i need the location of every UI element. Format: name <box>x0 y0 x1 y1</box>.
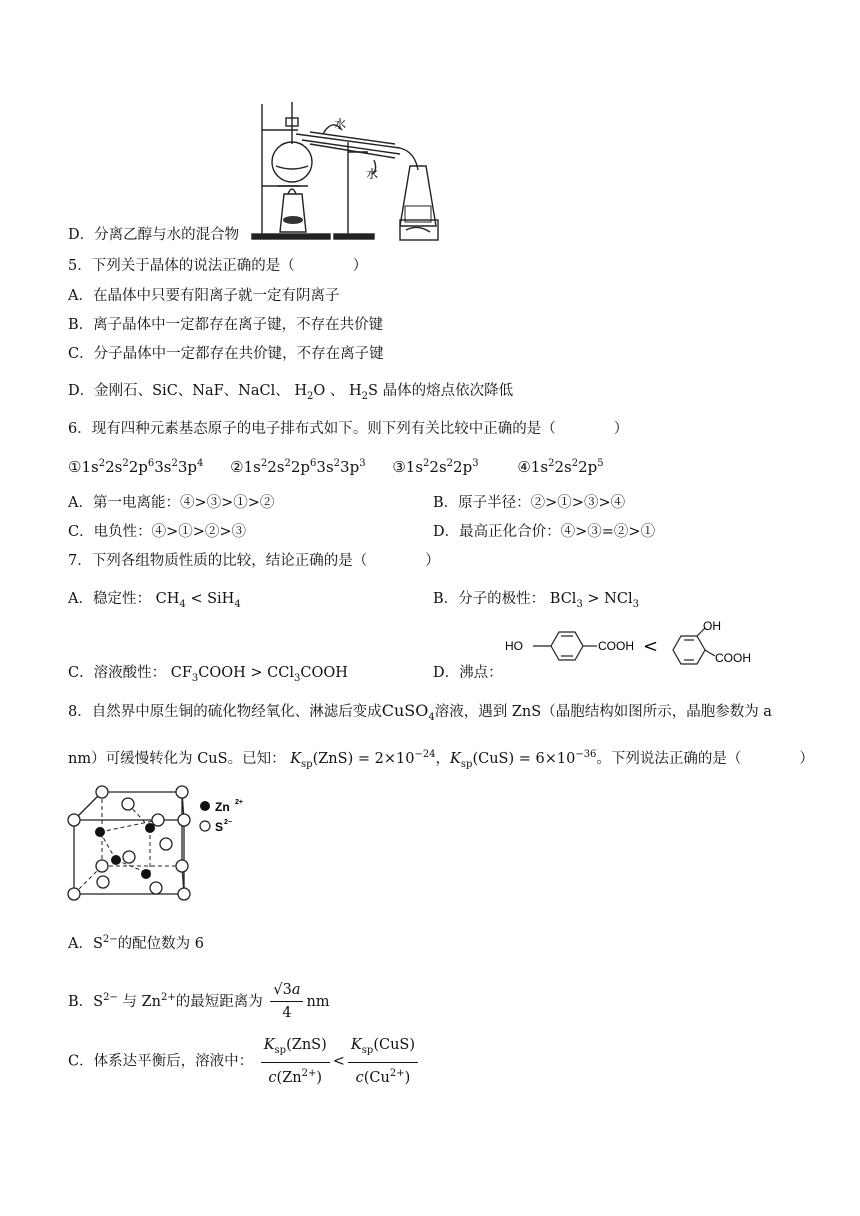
q8-option-b-mid: 与 <box>122 993 137 1010</box>
q7-option-a <box>68 589 241 615</box>
q8-option-a-prefix: A． <box>68 935 93 952</box>
q5-option-a: A．在晶体中只要有阳离子就一定有阴离子 <box>68 288 340 304</box>
q7-stem: 7．下列各组物质性质的比较，结论正确的是（ ） <box>68 553 440 569</box>
formula-zn2plus: $Zn^{2+}$ <box>141 992 176 1010</box>
q7-option-c <box>68 663 348 689</box>
q7-option-c-prefix: C．溶液酸性： <box>68 665 167 681</box>
q6-option-a: A．第一电离能：④>③>①>② <box>68 495 275 511</box>
apparatus-label-water-top: 水 <box>334 117 347 131</box>
zns-unit-cell-figure <box>66 784 252 906</box>
q8-stem-line2-suffix: 。下列说法正确的是（ ） <box>596 750 814 767</box>
formula-bcl3-gt-ncl3: BCl$_3$ > NCl$_3$ <box>549 591 639 610</box>
d-left-cooh: COOH <box>598 639 634 653</box>
q8-stem-line1-start: 8．自然界中原生铜的硫化物经氧化、淋滤后变成 <box>68 704 382 720</box>
config-1: $①1s^22s^22p^63s^23p^4$ <box>68 458 204 476</box>
q8-stem-line1 <box>68 701 772 728</box>
q5-stem: 5．下列关于晶体的说法正确的是（ ） <box>68 258 368 274</box>
q4-option-d: D．分离乙醇与水的混合物 <box>68 227 240 243</box>
q5-option-b: B．离子晶体中一定都存在离子键，不存在共价键 <box>68 317 384 333</box>
distillation-apparatus-figure <box>250 100 440 242</box>
q7-option-d-prefix: D．沸点： <box>433 665 503 681</box>
config-3: $③1s^22s^22p^3$ <box>392 458 479 476</box>
q6-stem: 6．现有四种元素基态原子的电子排布式如下。则下列有关比较中正确的是（ ） <box>68 421 629 437</box>
q5-option-d-suffix: 晶体的熔点依次降低 <box>382 383 514 399</box>
q8-stem-line1-cont: 溶液，遇到 ZnS（晶胞结构如图所示，晶胞参数为 a <box>434 704 772 720</box>
q8-option-a <box>68 930 204 954</box>
formula-h2o: $H_2O$ <box>294 383 326 402</box>
config-2: $②1s^22s^22p^63s^23p^3$ <box>230 458 366 476</box>
q6-configurations <box>68 454 604 477</box>
q8-option-c-prefix: C．体系达平衡后，溶液中： <box>68 1053 254 1070</box>
q8-option-c: C．体系达平衡后，溶液中： $\frac{K_{sp}(ZnS)}{c(Zn^{2+})}$ < $\frac{K_{sp}(CuS)}{c(Cu^{2+})}$ <box>68 1034 421 1089</box>
q8-stem-line2-prefix: nm）可缓慢转化为 CuS。已知： <box>68 750 286 767</box>
fraction-ksp-cus-over-ccu: $\frac{K_{sp}(CuS)}{c(Cu^{2+})}$ <box>348 1034 418 1089</box>
formula-cf3cooh-gt-ccl3cooh: $CF_3COOH$ > CCl$_3$COOH <box>170 665 348 684</box>
q8-option-b-unit: nm <box>306 993 330 1010</box>
formula-s2minus: $S^{2-}$ <box>92 934 118 952</box>
q8-option-b-prefix: B． <box>68 993 94 1010</box>
q8-option-b-suffix: 的最短距离为 <box>175 993 263 1010</box>
legend-zn: Zn <box>215 800 230 814</box>
formula-ksp-cus: $K_{sp}(CuS) = 6\times 10^{-36}$ <box>450 749 597 770</box>
q5-option-d: D．金刚石、SiC、NaF、NaCl、 $H_2O$ 、 $H_2S$ 晶体的熔点依次降低 <box>68 383 514 402</box>
fraction-ksp-zns-over-czn: $\frac{K_{sp}(ZnS)}{c(Zn^{2+})}$ <box>261 1034 330 1089</box>
q8-option-a-suffix: 的配位数为 6 <box>117 935 205 952</box>
q6-option-d: D．最高正化合价：④>③=②>① <box>433 524 656 540</box>
svg-text:2+: 2+ <box>235 799 243 806</box>
d-lt: < <box>643 636 659 657</box>
q8-stem-line2: nm）可缓慢转化为 CuS。已知： $K_{sp}(ZnS) = 2\times 10^{-24}$，$K_{sp}(CuS) = 6\times 10^{-36}$。下列说法正确的是（ ） <box>68 749 814 770</box>
q5-option-d-prefix: D．金刚石、SiC、NaF、NaCl、 <box>68 383 290 399</box>
d-right-oh: OH <box>703 619 721 633</box>
q5-option-c: C．分子晶体中一定都存在共价键，不存在离子键 <box>68 346 384 362</box>
formula-ksp-zns: $K_{sp}(ZnS) = 2\times 10^{-24}$ <box>290 749 436 770</box>
q7-option-b <box>433 589 639 615</box>
fraction-sqrt3a-over-4: $\frac{√3a}{4}$ <box>270 979 303 1024</box>
apparatus-label-water-side: 水 <box>366 167 379 181</box>
formula-h2s: $H_2S$ <box>349 383 378 402</box>
formula-ch4-lt-sih4: $CH_4 < SiH_4$ <box>155 591 241 610</box>
q6-option-b: B．原子半径：②>①>③>④ <box>433 495 626 511</box>
q6-option-c: C．电负性：④>①>②>③ <box>68 524 247 540</box>
formula-cuso4: CuSO$_4$ <box>381 701 435 724</box>
formula-s2minus-b: $S^{2-}$ <box>93 992 118 1010</box>
legend-s: S <box>215 820 224 834</box>
svg-text:2−: 2− <box>224 819 232 826</box>
d-right-cooh: COOH <box>715 651 751 665</box>
boiling-point-structures <box>503 618 761 680</box>
d-left-ho: HO <box>505 639 523 653</box>
q8-option-b <box>68 972 330 1028</box>
config-4: $④1s^22s^22p^5$ <box>517 458 604 476</box>
q7-option-a-prefix: A．稳定性： <box>68 591 151 607</box>
q7-option-b-prefix: B．分子的极性： <box>433 591 546 607</box>
